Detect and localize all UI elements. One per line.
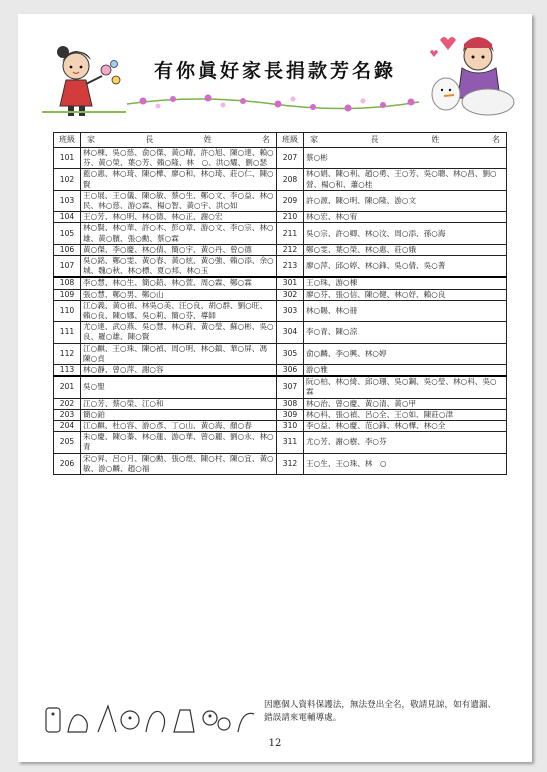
right-class-cell: 207	[277, 148, 304, 169]
right-parent-names-cell: 許○源、陳○明、陳○隆、游○文	[304, 190, 507, 211]
right-class-cell: 210	[277, 212, 304, 223]
left-parent-names-cell: 宋○昇、呂○月、陳○勳、張○煜、陳○村、陳○宜、黃○敏、游○麟、趙○福	[81, 453, 277, 474]
left-class-cell: 112	[54, 343, 81, 364]
left-parent-names-cell: 王○展、王○儀、陳○敏、蔡○生、鄭○文、李○益、林○民、林○慈、游○霖、楊○智、黃○宇、洪○如	[81, 190, 277, 211]
donor-roster-table	[53, 132, 507, 475]
right-parent-names-cell: 林○賜、林○冊	[304, 300, 507, 321]
left-class-cell: 108	[54, 277, 81, 289]
left-class-cell: 103	[54, 190, 81, 211]
page-number: 12	[268, 738, 282, 749]
page-sheet	[18, 14, 532, 762]
table-row	[54, 190, 507, 211]
left-parent-names-cell: 簡○鉑	[81, 409, 277, 420]
parent-name-column-header	[81, 133, 277, 148]
stationery-doodle-illustration	[42, 698, 260, 740]
table-row	[54, 432, 507, 453]
left-class-cell: 104	[54, 212, 81, 223]
table-row	[54, 277, 507, 289]
right-class-cell: 306	[277, 365, 304, 377]
header-char: 家	[310, 134, 318, 144]
right-class-cell: 310	[277, 421, 304, 432]
table-row	[54, 421, 507, 432]
roster-body	[54, 148, 507, 475]
table-row	[54, 223, 507, 244]
right-parent-names-cell: 阮○柏、林○綺、邱○珊、吳○鋼、吳○瑩、林○科、吳○霖	[304, 376, 507, 398]
table-row	[54, 212, 507, 223]
left-class-cell: 201	[54, 376, 81, 398]
right-parent-names-cell: 林○娟、陳○利、趙○勇、王○芳、吳○聰、林○昌、劉○營、楊○和、蕭○桂	[304, 169, 507, 190]
privacy-notice: 因應個人資料保護法，無法登出全名，敬請見諒，如有遺漏、錯誤請來電輔導處。	[264, 700, 497, 723]
left-class-cell: 204	[54, 421, 81, 432]
left-class-cell: 109	[54, 289, 81, 300]
header-char: 姓	[431, 134, 440, 144]
left-parent-names-cell: 朱○慶、陳○蓁、林○蓮、游○華、曾○麗、劉○永、林○青	[81, 432, 277, 453]
right-parent-names-cell: 林○科、張○禎、呂○全、王○如、陳莊○津	[304, 409, 507, 420]
right-parent-names-cell: 李○益、林○慶、范○鋒、林○樺、林○全	[304, 421, 507, 432]
table-row	[54, 300, 507, 321]
class-column-header: 班級	[54, 133, 81, 148]
right-class-cell: 309	[277, 409, 304, 420]
left-parent-names-cell: 江○麒、杜○容、游○彥、丁○山、黃○海、顏○春	[81, 421, 277, 432]
right-class-cell: 312	[277, 453, 304, 474]
left-parent-names-cell: 尤○達、武○燕、吳○慧、林○莉、黃○瑩、蘇○彬、吳○良、羅○雄、陳○賢	[81, 322, 277, 343]
right-parent-names-cell: 林○宏、林○宥	[304, 212, 507, 223]
girl-with-snowman-illustration	[426, 32, 518, 118]
right-class-cell: 304	[277, 322, 304, 343]
right-class-cell: 311	[277, 432, 304, 453]
left-class-cell: 110	[54, 300, 81, 321]
header-char: 姓	[203, 134, 212, 144]
right-class-cell: 213	[277, 256, 304, 278]
right-parent-names-cell: 李○青、陳○涼	[304, 322, 507, 343]
right-class-cell: 308	[277, 398, 304, 409]
left-parent-names-cell: 林○棟、吳○慈、俞○傑、黃○晴、許○旭、陳○達、賴○芬、黃○榮、葉○芳、賴○隆、林 ○、洪○耀、劉○瑟	[81, 148, 277, 169]
left-class-cell: 102	[54, 169, 81, 190]
header-char: 長	[370, 134, 379, 144]
table-row	[54, 256, 507, 278]
right-parent-names-cell: 游○雅	[304, 365, 507, 377]
left-parent-names-cell: 黃○傑、李○慶、林○倩、簡○宇、黃○丹、曾○德	[81, 244, 277, 255]
table-header-row	[54, 133, 507, 148]
right-parent-names-cell: 林○治、曾○慶、黃○清、黃○甲	[304, 398, 507, 409]
table-row	[54, 289, 507, 300]
left-class-cell: 113	[54, 365, 81, 377]
table-row	[54, 322, 507, 343]
table-row	[54, 148, 507, 169]
left-parent-names-cell: 林○賢、林○華、許○木、彭○章、游○文、李○宗、林○雄、黃○臏、張○勳、蔡○霖	[81, 223, 277, 244]
table-row	[54, 376, 507, 398]
right-class-cell: 303	[277, 300, 304, 321]
flower-garland-decoration	[123, 92, 423, 114]
parent-name-column-header	[304, 133, 507, 148]
table-row	[54, 453, 507, 474]
left-parent-names-cell: 江○麒、王○珠、陳○禎、周○明、林○鎮、華○屏、馮陳○貞	[81, 343, 277, 364]
left-class-cell: 106	[54, 244, 81, 255]
right-parent-names-cell: 王○珠、游○棟	[304, 277, 507, 289]
left-class-cell: 107	[54, 256, 81, 278]
table-row	[54, 169, 507, 190]
right-class-cell: 302	[277, 289, 304, 300]
left-parent-names-cell: 吳○銘、鄭○雯、黃○春、黃○炫、黃○強、賴○添、余○城、魏○秋、林○標、夏○邦、林○玉	[81, 256, 277, 278]
left-class-cell: 111	[54, 322, 81, 343]
right-parent-names-cell: 廖○萍、邱○婷、林○鋒、吳○倩、吳○菁	[304, 256, 507, 278]
table-row	[54, 244, 507, 255]
right-class-cell: 305	[277, 343, 304, 364]
page-title: 有你眞好家長捐款芳名錄	[153, 60, 396, 82]
right-parent-names-cell: 鄭○雯、葉○榮、林○惠、莊○娥	[304, 244, 507, 255]
table-row	[54, 398, 507, 409]
right-class-cell: 307	[277, 376, 304, 398]
right-class-cell: 301	[277, 277, 304, 289]
left-class-cell: 105	[54, 223, 81, 244]
left-class-cell: 101	[54, 148, 81, 169]
right-class-cell: 211	[277, 223, 304, 244]
right-parent-names-cell: 廖○芬、張○信、陳○健、林○妤、賴○良	[304, 289, 507, 300]
parent-name-header-label	[306, 135, 504, 145]
table-row	[54, 409, 507, 420]
left-parent-names-cell: 藍○惠、林○琦、陳○樺、廖○和、林○琦、莊○仁、陳○賢	[81, 169, 277, 190]
left-parent-names-cell: 王○芳、林○明、林○德、林○正、謝○宏	[81, 212, 277, 223]
class-column-header: 班級	[277, 133, 304, 148]
table-row	[54, 365, 507, 377]
right-class-cell: 209	[277, 190, 304, 211]
right-class-cell: 212	[277, 244, 304, 255]
left-parent-names-cell: 江○芳、蔡○榮、江○和	[81, 398, 277, 409]
right-parent-names-cell: 王○生、王○珠、林 ○	[304, 453, 507, 474]
right-parent-names-cell: 俞○麟、李○興、林○婷	[304, 343, 507, 364]
header-char: 名	[491, 134, 500, 144]
left-parent-names-cell: 林○靜、曾○萍、謝○容	[81, 365, 277, 377]
right-class-cell: 208	[277, 169, 304, 190]
left-parent-names-cell: 李○慧、林○生、簡○鉛、林○萱、周○霖、鄭○霖	[81, 277, 277, 289]
left-parent-names-cell: 吳○聖	[81, 376, 277, 398]
header-char: 名	[261, 134, 270, 144]
right-parent-names-cell: 吳○宗、許○卿、林○汶、周○添、孫○海	[304, 223, 507, 244]
header-char: 家	[87, 134, 95, 144]
right-parent-names-cell: 尤○芳、謝○樹、李○芬	[304, 432, 507, 453]
right-parent-names-cell: 蔡○彬	[304, 148, 507, 169]
header-char: 長	[145, 134, 154, 144]
parent-name-header-label	[83, 135, 274, 145]
table-row	[54, 343, 507, 364]
left-parent-names-cell: 張○慧、鄭○男、鄭○山	[81, 289, 277, 300]
left-class-cell: 203	[54, 409, 81, 420]
left-parent-names-cell: 江○義、黃○禎、林吳○美、汪○良、胡○群、劉○旺、賴○良、陳○娜、吳○莉、簡○芬、導師	[81, 300, 277, 321]
left-class-cell: 205	[54, 432, 81, 453]
left-class-cell: 202	[54, 398, 81, 409]
left-class-cell: 206	[54, 453, 81, 474]
